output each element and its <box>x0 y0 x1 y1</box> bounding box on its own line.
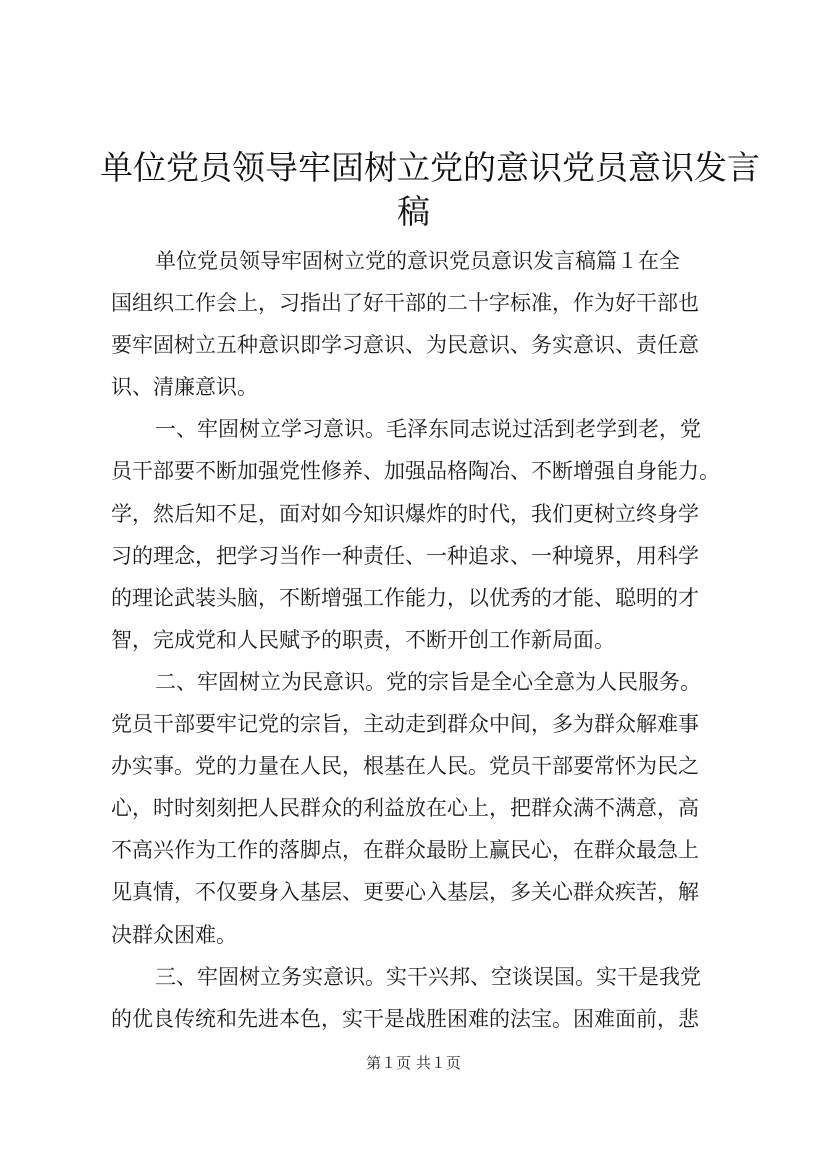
body-line: 一、牢固树立学习意识。毛泽东同志说过活到老学到老，党 <box>155 417 701 442</box>
body-line: 的优良传统和先进本色，实干是战胜困难的法宝。困难面前，悲 <box>111 1006 699 1031</box>
title-line: 稿 <box>397 192 430 231</box>
body-line: 二、牢固树立为民意识。党的宗旨是全心全意为人民服务。 <box>155 669 701 694</box>
body-line: 决群众困难。 <box>111 922 237 947</box>
body-line: 单位党员领导牢固树立党的意识党员意识发言稿篇１在全 <box>155 249 680 273</box>
body-line: 三、牢固树立务实意识。实干兴邦、空谈误国。实干是我党 <box>155 964 701 989</box>
body-line: 员干部要不断加强党性修养、加强品格陶冶、不断增强自身能力。 <box>111 459 720 484</box>
body-line: 识、清廉意识。 <box>111 375 258 400</box>
body-line: 智，完成党和人民赋予的职责，不断开创工作新局面。 <box>111 627 615 652</box>
title-line: 单位党员领导牢固树立党的意识党员意识发言 <box>100 148 760 187</box>
body-line: 国组织工作会上，习指出了好干部的二十字标准，作为好干部也 <box>111 291 699 316</box>
document-title <box>100 146 760 234</box>
body-line: 办实事。党的力量在人民，根基在人民。党员干部要常怀为民之 <box>111 754 699 779</box>
body-line: 要牢固树立五种意识即学习意识、为民意识、务实意识、责任意 <box>111 333 699 358</box>
document-body <box>111 240 731 1040</box>
body-line: 学，然后知不足，面对如今知识爆炸的时代，我们更树立终身学 <box>111 501 699 526</box>
body-line: 党员干部要牢记党的宗旨，主动走到群众中间，多为群众解难事 <box>111 712 699 737</box>
body-line: 习的理念，把学习当作一种责任、一种追求、一种境界，用科学 <box>111 543 699 568</box>
body-line: 的理论武装头脑，不断增强工作能力，以优秀的才能、聪明的才 <box>111 585 699 610</box>
body-line: 见真情，不仅要身入基层、更要心入基层，多关心群众疾苦，解 <box>111 880 699 905</box>
body-line: 不高兴作为工作的落脚点，在群众最盼上赢民心，在群众最急上 <box>111 838 699 863</box>
page-footer: 第１页 共１页 <box>366 1054 461 1072</box>
body-line: 心，时时刻刻把人民群众的利益放在心上，把群众满不满意，高 <box>111 796 699 821</box>
